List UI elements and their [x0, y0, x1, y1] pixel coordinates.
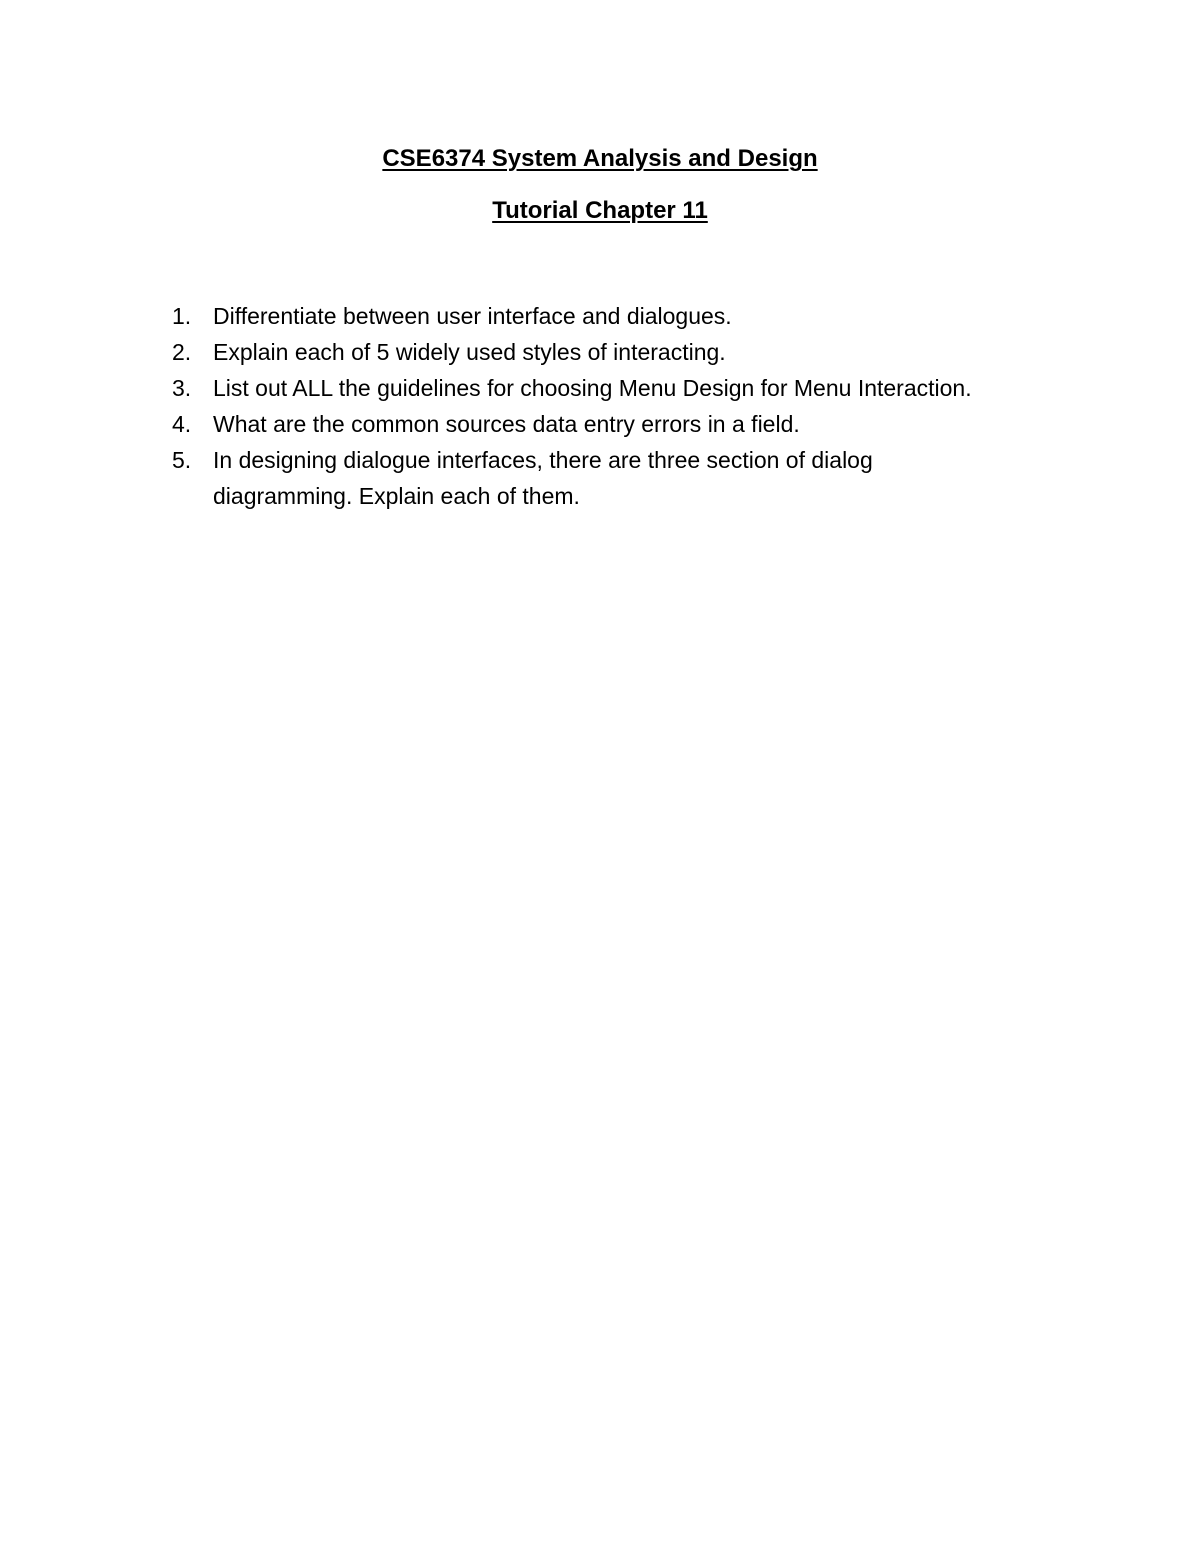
question-text: In designing dialogue interfaces, there are three section of dialog diagramming. Explain each of them.: [213, 447, 873, 509]
question-list: [172, 298, 1072, 514]
question-text: Differentiate between user interface and dialogues.: [213, 303, 732, 329]
question-item: [172, 298, 1072, 334]
question-number: 3.: [172, 375, 192, 401]
question-item: [172, 442, 973, 514]
question-item: [172, 334, 1072, 370]
question-number: 5.: [172, 447, 192, 473]
document-subtitle: Tutorial Chapter 11: [492, 197, 708, 224]
document-title: CSE6374 System Analysis and Design: [382, 145, 818, 172]
question-number: 4.: [172, 411, 192, 437]
question-text: What are the common sources data entry errors in a field.: [213, 411, 800, 437]
question-item: [172, 370, 1072, 406]
question-number: 2.: [172, 339, 192, 365]
question-number: 1.: [172, 303, 192, 329]
question-text: Explain each of 5 widely used styles of interacting.: [213, 339, 726, 365]
question-text: List out ALL the guidelines for choosing Menu Design for Menu Interaction.: [213, 375, 972, 401]
question-item: [172, 406, 1072, 442]
